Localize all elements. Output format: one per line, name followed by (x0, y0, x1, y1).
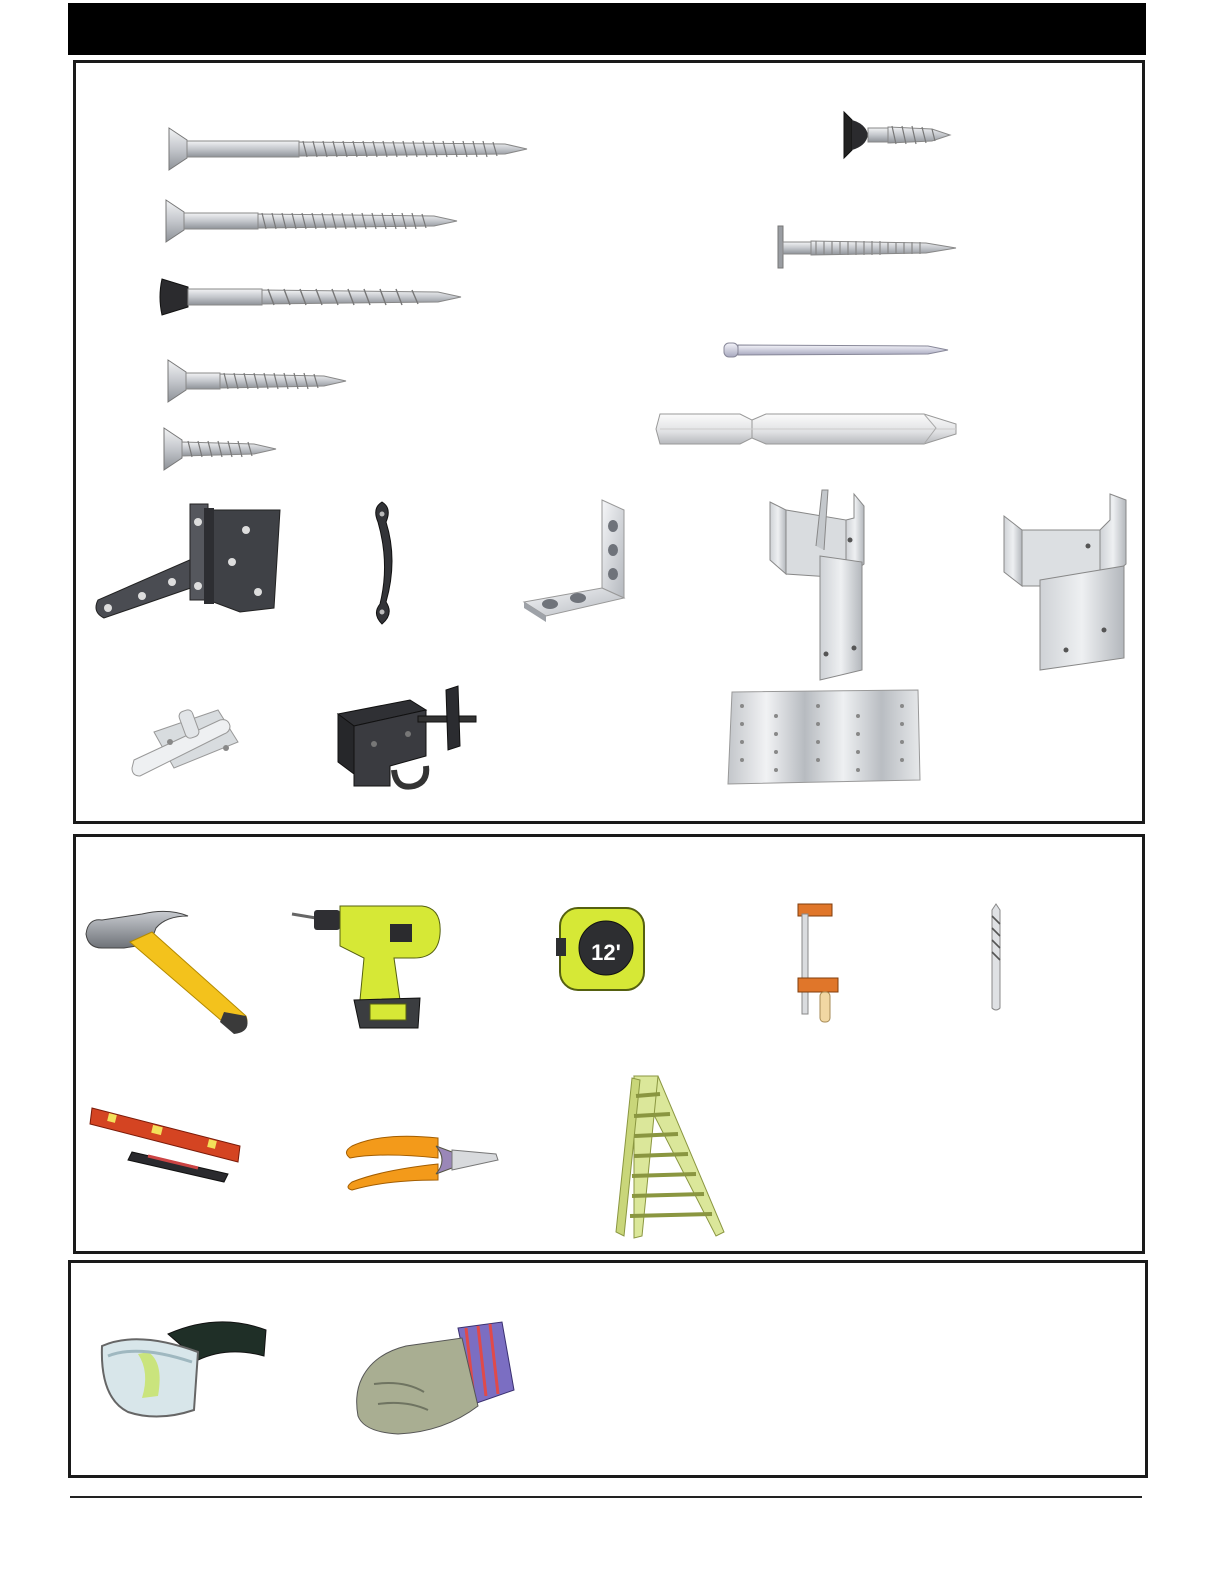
small-countersunk-screw-icon (160, 426, 280, 472)
barrel-bolt-icon (130, 702, 242, 782)
post-anchor-long-icon (766, 490, 870, 684)
work-gloves-icon (354, 1320, 516, 1438)
finish-nail-icon (722, 340, 950, 360)
spirit-level-icon (88, 1104, 252, 1184)
short-countersunk-screw-icon (164, 358, 350, 404)
driver-bit-icon (656, 406, 960, 452)
drill-bit-icon (988, 904, 1004, 1012)
black-head-screw-icon (158, 275, 466, 319)
bar-clamp-icon (794, 900, 840, 1024)
ring-shank-nail-icon (776, 224, 960, 270)
gate-handle-icon (364, 500, 404, 626)
footer-rule (70, 1496, 1142, 1498)
gate-latch-icon (334, 686, 478, 790)
tape-measure-label: 12' (591, 940, 621, 965)
medium-countersunk-screw-icon (162, 198, 462, 244)
cordless-drill-icon (290, 904, 446, 1028)
claw-hammer-icon (84, 908, 252, 1036)
long-countersunk-screw-icon (165, 126, 530, 172)
corner-bracket-icon (520, 496, 636, 630)
tools-panel (73, 834, 1145, 1254)
step-ladder-icon (612, 1076, 728, 1242)
pliers-icon (342, 1130, 502, 1192)
t-hinge-icon (90, 500, 286, 624)
post-anchor-short-icon (1000, 490, 1132, 674)
safety-goggles-icon (98, 1312, 270, 1424)
black-washer-screw-icon (840, 110, 952, 160)
tape-measure-icon (556, 904, 648, 994)
header-bar (68, 3, 1146, 55)
mending-plate-icon (726, 688, 922, 786)
